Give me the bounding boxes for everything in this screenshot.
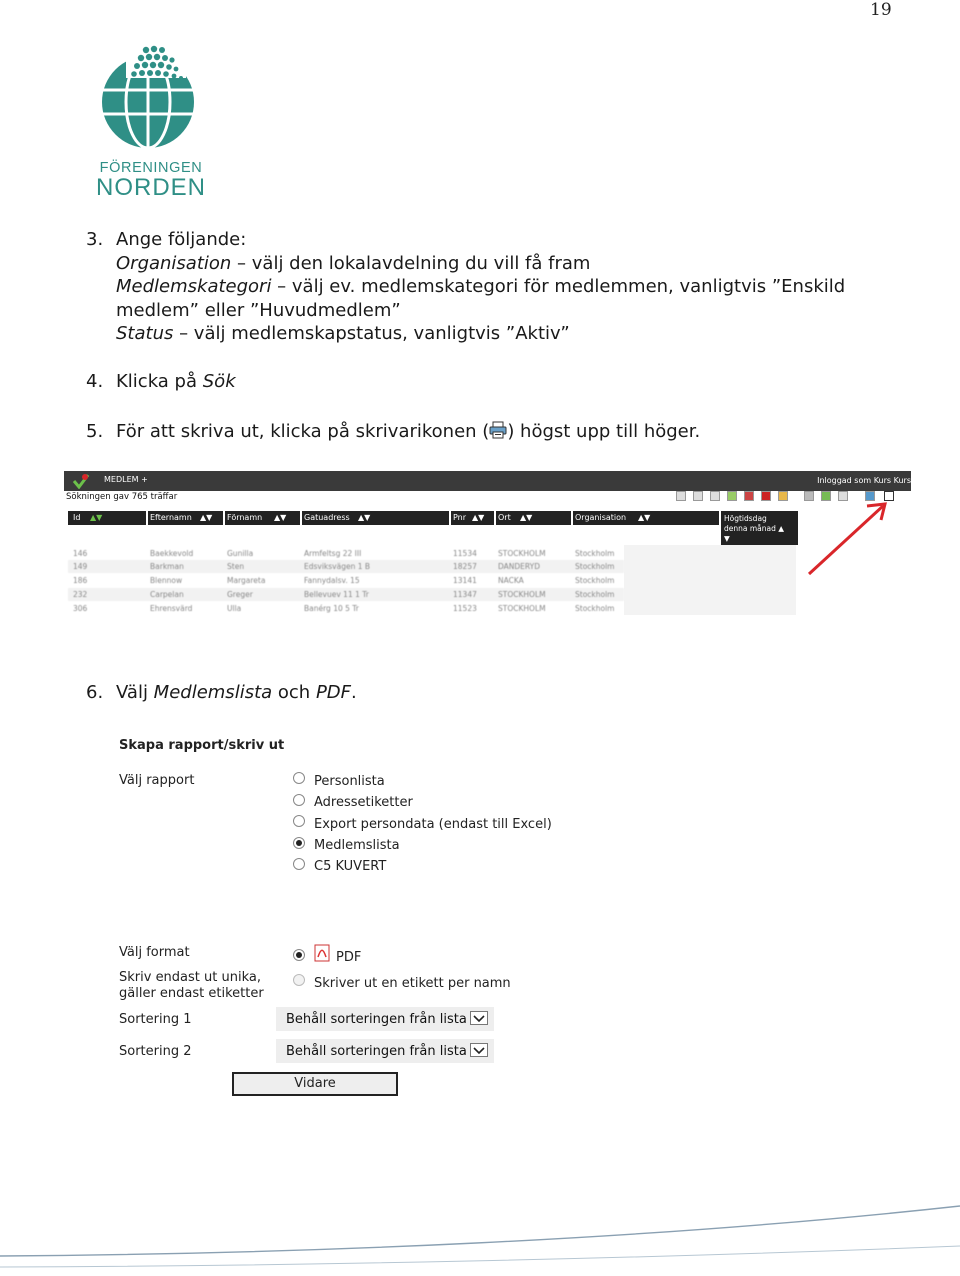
step-3-intro: Ange följande:	[116, 229, 247, 250]
option-export-persondata: Export persondata (endast till Excel)	[314, 817, 552, 832]
choose-report-label: Välj rapport	[119, 773, 195, 788]
search-result-count: Sökningen gav 765 träffar	[66, 492, 178, 502]
col-organisation[interactable]: Organisation	[575, 513, 627, 522]
col-fornamn[interactable]: Förnamn	[227, 513, 263, 522]
radio-export-persondata[interactable]	[293, 815, 305, 827]
option-adressetiketter: Adressetiketter	[314, 795, 413, 810]
col-hogtidsdag[interactable]: Högtidsdag denna månad ▲ ▼	[721, 511, 798, 545]
table-row[interactable]: 146 Baekkevold Gunilla Armfeltsg 22 III 11534 STOCKHOLM Stockholm	[73, 549, 615, 558]
step-number: 4.	[86, 371, 104, 392]
globe-logo-icon	[96, 44, 206, 154]
logo-text-norden: NORDEN	[96, 174, 207, 201]
option-unique-labels: Skriver ut en etikett per namn	[314, 976, 511, 991]
member-search-screenshot	[64, 471, 911, 619]
radio-adressetiketter[interactable]	[293, 794, 305, 806]
table-row[interactable]: 232 Carpelan Greger Bellevuev 11 1 Tr 11347 STOCKHOLM Stockholm	[68, 588, 624, 601]
app-logo-icon	[72, 473, 90, 489]
printer-icon	[489, 421, 507, 439]
app-top-bar	[64, 471, 911, 491]
next-button[interactable]: Vidare	[232, 1072, 398, 1096]
step-5-text: För att skriva ut, klicka på skrivarikonen ( ) högst upp till höger.	[116, 421, 701, 442]
step-3-status: Status – välj medlemskapstatus, vanligtvis ”Aktiv”	[116, 323, 570, 344]
step-4-text: Klicka på Sök	[116, 371, 236, 392]
sort1-label: Sortering 1	[119, 1012, 192, 1027]
table-row[interactable]: 149 Barkman Sten Edsviksvägen 1 B 18257 DANDERYD Stockholm	[68, 560, 624, 573]
sort2-select[interactable]: Behåll sorteringen från lista	[276, 1039, 494, 1063]
mail-icon[interactable]	[778, 491, 788, 501]
table-row[interactable]: 306 Ehrensvärd Ulla Banérg 10 5 Tr 11523 STOCKHOLM Stockholm	[73, 604, 615, 613]
folder-icon[interactable]	[727, 491, 737, 501]
radio-pdf[interactable]	[293, 949, 305, 961]
foreningen-norden-logo	[96, 44, 207, 201]
step-3-medlemskategori: Medlemskategori – välj ev. medlemskategori för medlemmen, vanligtvis ”Enskild	[116, 276, 846, 297]
step-3-medlemskategori-cont: medlem” eller ”Huvudmedlem”	[116, 300, 401, 321]
logo-text-foreningen: FÖRENINGEN	[99, 160, 203, 176]
col-id[interactable]: Id	[73, 513, 81, 522]
menu-medlem[interactable]: MEDLEM +	[104, 475, 148, 484]
sort2-label: Sortering 2	[119, 1044, 192, 1059]
footer-decoration	[0, 1200, 960, 1270]
radio-c5-kuvert[interactable]	[293, 858, 305, 870]
col-gatuadress[interactable]: Gatuadress	[304, 513, 350, 522]
table-row[interactable]: 186 Blennow Margareta Fannydalsv. 15 13141 NACKA Stockholm	[73, 576, 615, 585]
page-number: 19	[870, 0, 892, 20]
document-icon[interactable]	[710, 491, 720, 501]
step-6-text: Välj Medlemslista och PDF.	[116, 682, 357, 703]
clipboard-icon[interactable]	[676, 491, 686, 501]
choose-format-label: Välj format	[119, 945, 190, 960]
step-3-organisation: Organisation – välj den lokalavdelning du vill få fram	[116, 253, 591, 274]
pdf-icon	[313, 944, 331, 962]
step-number: 5.	[86, 421, 104, 442]
flag-icon[interactable]	[744, 491, 754, 501]
chevron-down-icon	[470, 1043, 488, 1057]
option-c5-kuvert: C5 KUVERT	[314, 859, 387, 874]
col-ort[interactable]: Ort	[498, 513, 511, 522]
option-pdf: PDF	[336, 950, 362, 965]
search-doc-icon[interactable]	[693, 491, 703, 501]
option-medlemslista: Medlemslista	[314, 838, 400, 853]
logged-in-label: Inloggad som Kurs Kurs	[817, 476, 911, 485]
unique-label-line2: gäller endast etiketter	[119, 986, 264, 1001]
chevron-down-icon	[470, 1011, 488, 1025]
col-efternamn[interactable]: Efternamn	[150, 513, 192, 522]
option-personlista: Personlista	[314, 774, 385, 789]
report-form-title: Skapa rapport/skriv ut	[119, 738, 285, 753]
checkbox-unique-labels[interactable]	[293, 974, 305, 986]
col-pnr[interactable]: Pnr	[453, 513, 467, 522]
red-arrow-icon	[805, 498, 890, 578]
radio-personlista[interactable]	[293, 772, 305, 784]
step-number: 3.	[86, 229, 104, 250]
sort1-select[interactable]: Behåll sorteringen från lista	[276, 1007, 494, 1031]
delete-icon[interactable]	[761, 491, 771, 501]
unique-label-line1: Skriv endast ut unika,	[119, 970, 261, 985]
step-number: 6.	[86, 682, 104, 703]
radio-medlemslista[interactable]	[293, 837, 305, 849]
results-table-header: Id ▲▼ Efternamn ▲▼ Förnamn ▲▼ Gatuadress ▲▼ Pnr ▲▼ Ort ▲▼ Organisation ▲▼	[68, 511, 798, 525]
